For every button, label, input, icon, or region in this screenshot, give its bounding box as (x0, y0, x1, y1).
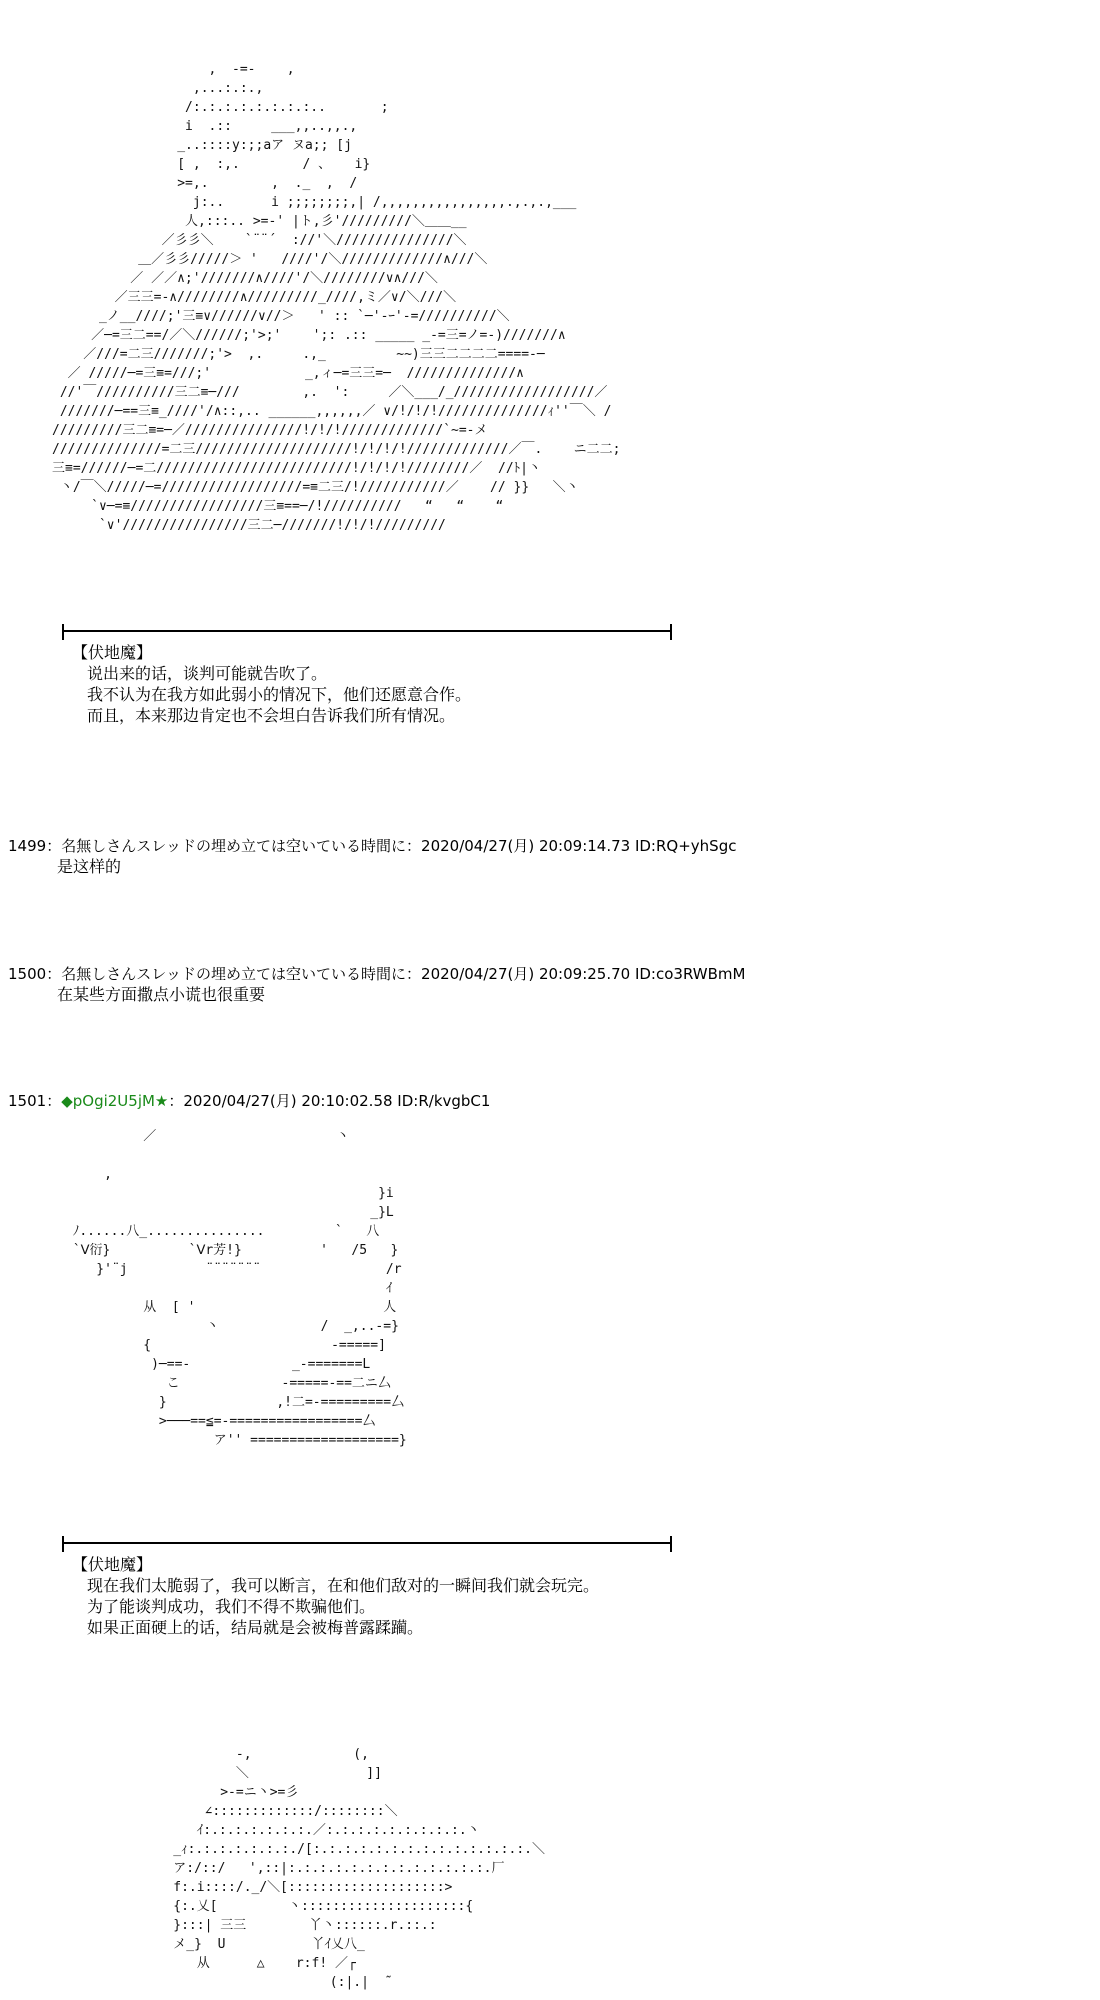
speaker-label-2: 【伏地魔】 (72, 1555, 153, 1574)
post-separator: ： (46, 1092, 62, 1110)
post-number[interactable]: 1501 (8, 1092, 47, 1110)
dialogue-line: 现在我们太脆弱了，我可以断言，在和他们敌对的一瞬间我们就会玩完。 (87, 1576, 600, 1595)
dialogue-line: 我不认为在我方如此弱小的情况下，他们还愿意合作。 (87, 685, 472, 704)
post-number[interactable]: 1499 (8, 837, 47, 855)
ascii-art-block-1: , -=- , ,...:.:., /:.:.:.:.:.:.:.:.. ; i .:: ___,,..,,., _..::::y:;;aア ヌa;; [j [ , :,. / 、 i} >=,. , ._ , / j:.. i ;;;;;;;;,| /,,,,,,,,,,,,,,,,.,.,.,___ 人,:::.. >=-' |ト,彡'/////////＼＿＿__ ／彡彡＼ `¨¨´ ://'＼///////////////＼ ＿／彡彡/////＞ ' ////'/＼/////////////∧///＼ ／ ／／∧;'///////∧////'/＼////////∨∧///＼ ／三三=-∧////////∧/////////_////,ミ／∨/＼///＼ _ノ__////;'三≡∨//////∨//＞ ' :: `─'-ｰ'-=//////////＼ ／─=三二==/／＼//////;'>;' ';: .:: _____ _-=三=ノ=-)///////∧ ／///=二三///////;'> ,. .,_ ~~)三三二二二二====-─ ／ /////─=三≡=///;' _,ィ─=三三=─ //////////////∧ //'￣//////////三二≡─/// ,. ': ／＼___/_//////////////////／ ///////─==三≡_////'/∧::,.. ______,,,,,,／ ∨/!/!/!//////////////ｨ''￣＼ / /////////三二≡=─／///////////////!/!/!/////////////`~=-メ //////////////=二三////////////////////!/!/!/!/////////////／￣. ニ二二; 三≡=//////─=二/////////////////////////!/!/!/!////////／ //ﾄ|丶 丶/￣＼/////─=//////////////////=≡二三/!///////////／ // }} ＼丶 `∨─=≡/////////////////三≡==─/!////////// “ “ “ `∨'////////////////三二─///////!/!/!///////// (52, 62, 621, 533)
post-number[interactable]: 1500 (8, 965, 47, 983)
dialogue-line: 说出来的话，谈判可能就告吹了。 (87, 664, 328, 683)
post-meta: ：2020/04/27(月) 20:10:02.58 ID:R/kvgbC1 (168, 1092, 491, 1110)
post-header-1500 (8, 964, 745, 984)
post-body-1499: 是这样的 (57, 857, 122, 876)
post-meta: ：名無しさんスレッドの埋め立ては空いている時間に：2020/04/27(月) 20:09:25.70 ID:co3RWBmM (46, 965, 746, 983)
post-header-1501 (8, 1091, 490, 1111)
ascii-art-block-3: -, (, ＼ ]] >-=ニ丶>=彡 ∠:::::::::::::/::::::::＼ ｲ:.:.:.:.:.:.:.／:.:.:.:.:.:.:.:.:.丶 _ｨ:.:.:.:.:.:.:./[:.:.:.:.:.:.:.:.:.:.:.:.:.:.＼ ア:/::/ ',::|:.:.:.:.:.:.:.:.:.:.:.:.:.厂 f:.i::::/._/＼[::::::::::::::::::::> {:.乂[ 丶:::::::::::::::::::::{ }:::| 三三 丫丶::::::.r.::.: メ_} U 丫ｲ乂八_ 从 △ r:f! ／┌ (:|.| ˜ (173, 1747, 545, 1990)
post-meta: ：名無しさんスレッドの埋め立ては空いている時間に：2020/04/27(月) 20:09:14.73 ID:RQ+yhSgc (46, 837, 737, 855)
separator-line-2 (63, 1542, 671, 1544)
post-body-1500: 在某些方面撒点小谎也很重要 (57, 985, 266, 1004)
dialogue-line: 而且，本来那边肯定也不会坦白告诉我们所有情况。 (87, 706, 456, 725)
ascii-art-block-2: ／ 丶 , }i _}L ﾉ......八_............... ` 八 `Ⅴ衍} `Ⅴr芳!} ' /5 } }'¨j ¨¨¨¨¨¨¨ /r ｲ 从 [ ' 人 丶 / _,..-=} { -=====] )─==- _-=======L こ -=====-==二ニ厶 } ,!二=-=========厶 >───==≦=-=================厶 ア'' ===================} (72, 1129, 407, 1448)
author-tripcode: ◆pOgi2U5jM★ (61, 1092, 169, 1110)
separator-line-1 (63, 630, 671, 632)
dialogue-line: 如果正面硬上的话，结局就是会被梅普露蹂躏。 (87, 1618, 424, 1637)
dialogue-line: 为了能谈判成功，我们不得不欺骗他们。 (87, 1597, 376, 1616)
post-header-1499 (8, 836, 736, 856)
speaker-label-1: 【伏地魔】 (72, 643, 153, 662)
